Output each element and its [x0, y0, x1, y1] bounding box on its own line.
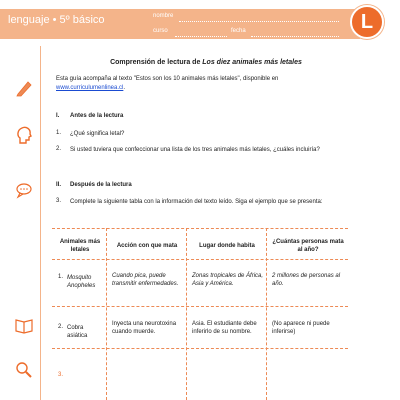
logo-letter: L [360, 11, 374, 33]
row-3-number: 3. [58, 372, 64, 378]
row-2-animal[interactable]: Cobra asiática [67, 325, 88, 339]
speech-bubble-icon [14, 180, 34, 200]
row-3-animal[interactable] [67, 364, 105, 388]
course-label: curso [153, 28, 168, 34]
header-habitat: Lugar donde habita [199, 243, 255, 249]
head-icon [14, 125, 34, 145]
table-line [52, 259, 348, 260]
question-1: ¿Qué significa letal? [70, 131, 125, 137]
book-icon [14, 315, 34, 335]
table-line [106, 228, 107, 400]
header-animals: Animales más letales [59, 239, 101, 253]
margin-line [40, 46, 41, 400]
subject-grade: lenguaje • 5º básico [8, 14, 105, 26]
document-title [56, 59, 356, 66]
row-3-deaths[interactable] [272, 364, 346, 388]
course-line [175, 36, 227, 37]
row-3-action[interactable] [112, 364, 184, 388]
row-2-deaths[interactable]: (No aparece ni puede inferirse) [272, 321, 330, 335]
row-2-number: 2. [58, 324, 64, 330]
subject-logo [350, 5, 384, 39]
section-1-number: I. [56, 113, 60, 119]
row-1-animal[interactable]: Mosquito Anopheles [67, 275, 96, 289]
section-1-title: Antes de la lectura [70, 113, 124, 119]
question-2-number: 2. [56, 146, 62, 152]
header-deaths: ¿Cuántas personas mata al año? [272, 239, 344, 253]
pencil-icon [14, 78, 34, 98]
row-1-action[interactable]: Cuando pica, puede transmitir enfermedades. [112, 273, 179, 287]
row-3-habitat[interactable] [192, 364, 264, 388]
table-line [52, 348, 348, 349]
table-line [52, 306, 348, 307]
question-3-number: 3. [56, 198, 62, 204]
magnifier-icon [14, 360, 34, 380]
title-emphasis: Los diez animales más letales [202, 59, 302, 66]
question-1-number: 1. [56, 130, 62, 136]
row-2-habitat[interactable]: Asia. El estudiante debe inferirlo de su nombre. [192, 321, 257, 335]
source-link[interactable]: www.curriculumenlinea.cl [56, 85, 124, 91]
row-1-number: 1. [58, 274, 64, 280]
table-line [186, 228, 187, 400]
question-3: Complete la siguiente tabla con la información del texto leído. Siga el ejemplo que se presenta: [70, 199, 323, 205]
name-field[interactable] [153, 13, 343, 24]
row-2-action[interactable]: Inyecta una neurotoxina cuando muerde. [112, 321, 177, 335]
date-label: fecha [231, 28, 246, 34]
answer-table [52, 228, 348, 400]
table-line [52, 228, 348, 229]
table-line [266, 228, 267, 400]
intro-text: Esta guía acompaña al texto "Estos son los 10 animales más letales", disponible en [56, 76, 279, 82]
row-1-habitat[interactable]: Zonas tropicales de África, Asia y América. [192, 273, 264, 287]
name-line [179, 21, 339, 22]
row-1-deaths[interactable]: 2 millones de personas al año. [272, 273, 341, 287]
course-date-field[interactable] [153, 28, 343, 39]
question-2: Si usted tuviera que confeccionar una lista de los tres animales más letales, ¿cuáles incluiría? [70, 147, 320, 153]
section-2-title: Después de la lectura [70, 182, 132, 188]
title-prefix: Comprensión de lectura de [110, 59, 203, 66]
header-action: Acción con que mata [116, 243, 178, 249]
intro-paragraph [56, 75, 356, 93]
section-2-number: II. [56, 182, 62, 188]
date-line [251, 36, 339, 37]
page-header [0, 0, 400, 48]
intro-end: . [123, 85, 126, 91]
name-label: nombre [153, 13, 174, 19]
